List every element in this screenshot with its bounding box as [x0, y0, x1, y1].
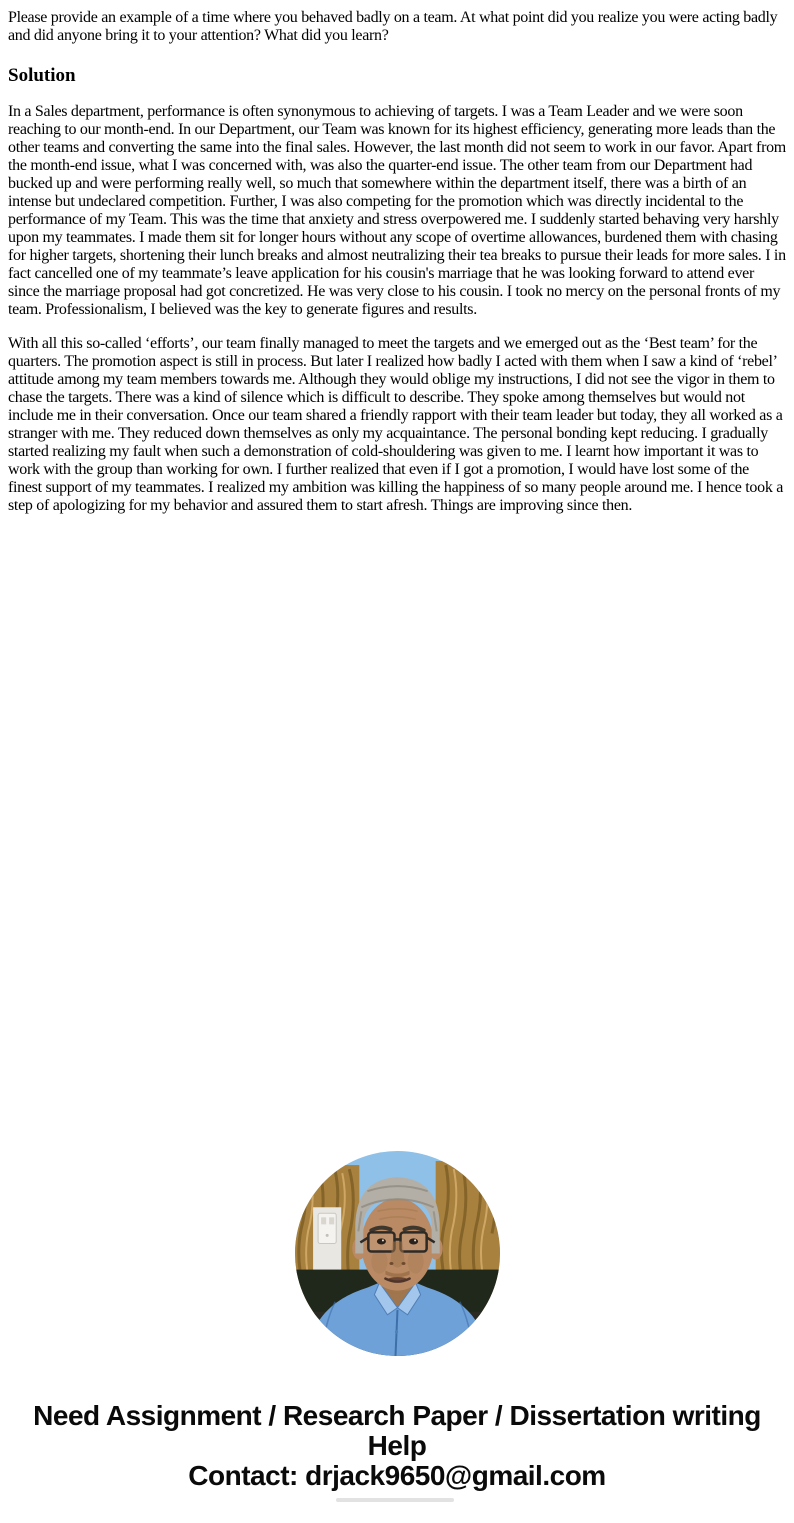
- footer-promo: [0, 1401, 794, 1491]
- solution-heading: Solution: [8, 65, 76, 86]
- solution-paragraph-1: In a Sales department, performance is often synonymous to achieving of targets. I was a Team Leader and we were soon reaching to our month-end. In our Department, our Team was known for its highest efficiency, generating more leads than the other teams and converting the same into the final sales. However, the last month did not seem to work in our favor. Apart from the month-end issue, what I was concerned with, was also the quarter-end issue. The other team from our Department had bucked up and were performing really well, so much that somewhere within the department itself, there was a birth of an intense but undeclared competition. Further, I was also competing for the promotion which was directly incidental to the performance of my Team. This was the time that anxiety and stress overpowered me. I suddenly started behaving very harshly upon my teammates. I made them sit for longer hours without any scope of overtime allowances, burdened them with chasing for higher targets, shortening their lunch breaks and almost neutralizing their tea breaks to pursue their leads for more sales. I in fact cancelled one of my teammate’s leave application for his cousin's marriage that he was looking forward to attend ever since the marriage proposal had got concretized. He was very close to his cousin. I took no mercy on the personal fronts of my team. Professionalism, I believed was the key to generate figures and results.: [8, 103, 786, 318]
- document-content: [0, 0, 794, 515]
- footer-contact-text: Contact: drjack9650@gmail.com: [188, 1460, 606, 1491]
- solution-paragraph-2: With all this so-called ‘efforts’, our team finally managed to meet the targets and we emerged out as the ‘Best team’ for the quarters. The promotion aspect is still in process. But later I realized how badly I acted with them when I saw a kind of ‘rebel’ attitude among my team members towards me. Although they would oblige my instructions, I did not see the vigor in them to chase the targets. There was a kind of silence which is difficult to describe. They spoke among themselves but would not include me in their conversation. Once our team shared a friendly rapport with their team leader but today, they all worked as a stranger with me. They reduced down themselves as only my acquaintance. The personal bonding kept reducing. I gradually started realizing my fault when such a demonstration of cold-shouldering was given to me. I learnt how important it was to work with the group than working for own. I further realized that even if I got a promotion, I would have lost some of the finest support of my teammates. I realized my ambition was killing the happiness of so many people around me. I hence took a step of apologizing for my behavior and assured them to start afresh. Things are improving since then.: [8, 335, 784, 514]
- presenter-avatar: [295, 1151, 500, 1356]
- photo-wall-outlet: [313, 1207, 341, 1273]
- faint-divider: [336, 1498, 454, 1502]
- portrait-photo: [295, 1151, 500, 1356]
- question-paragraph: Please provide an example of a time where you behaved badly on a team. At what point did you realize you were acting badly and did anyone bring it to your attention? What did you learn?: [8, 9, 778, 44]
- footer-help-text: Need Assignment / Research Paper / Dissertation writing Help: [33, 1400, 761, 1461]
